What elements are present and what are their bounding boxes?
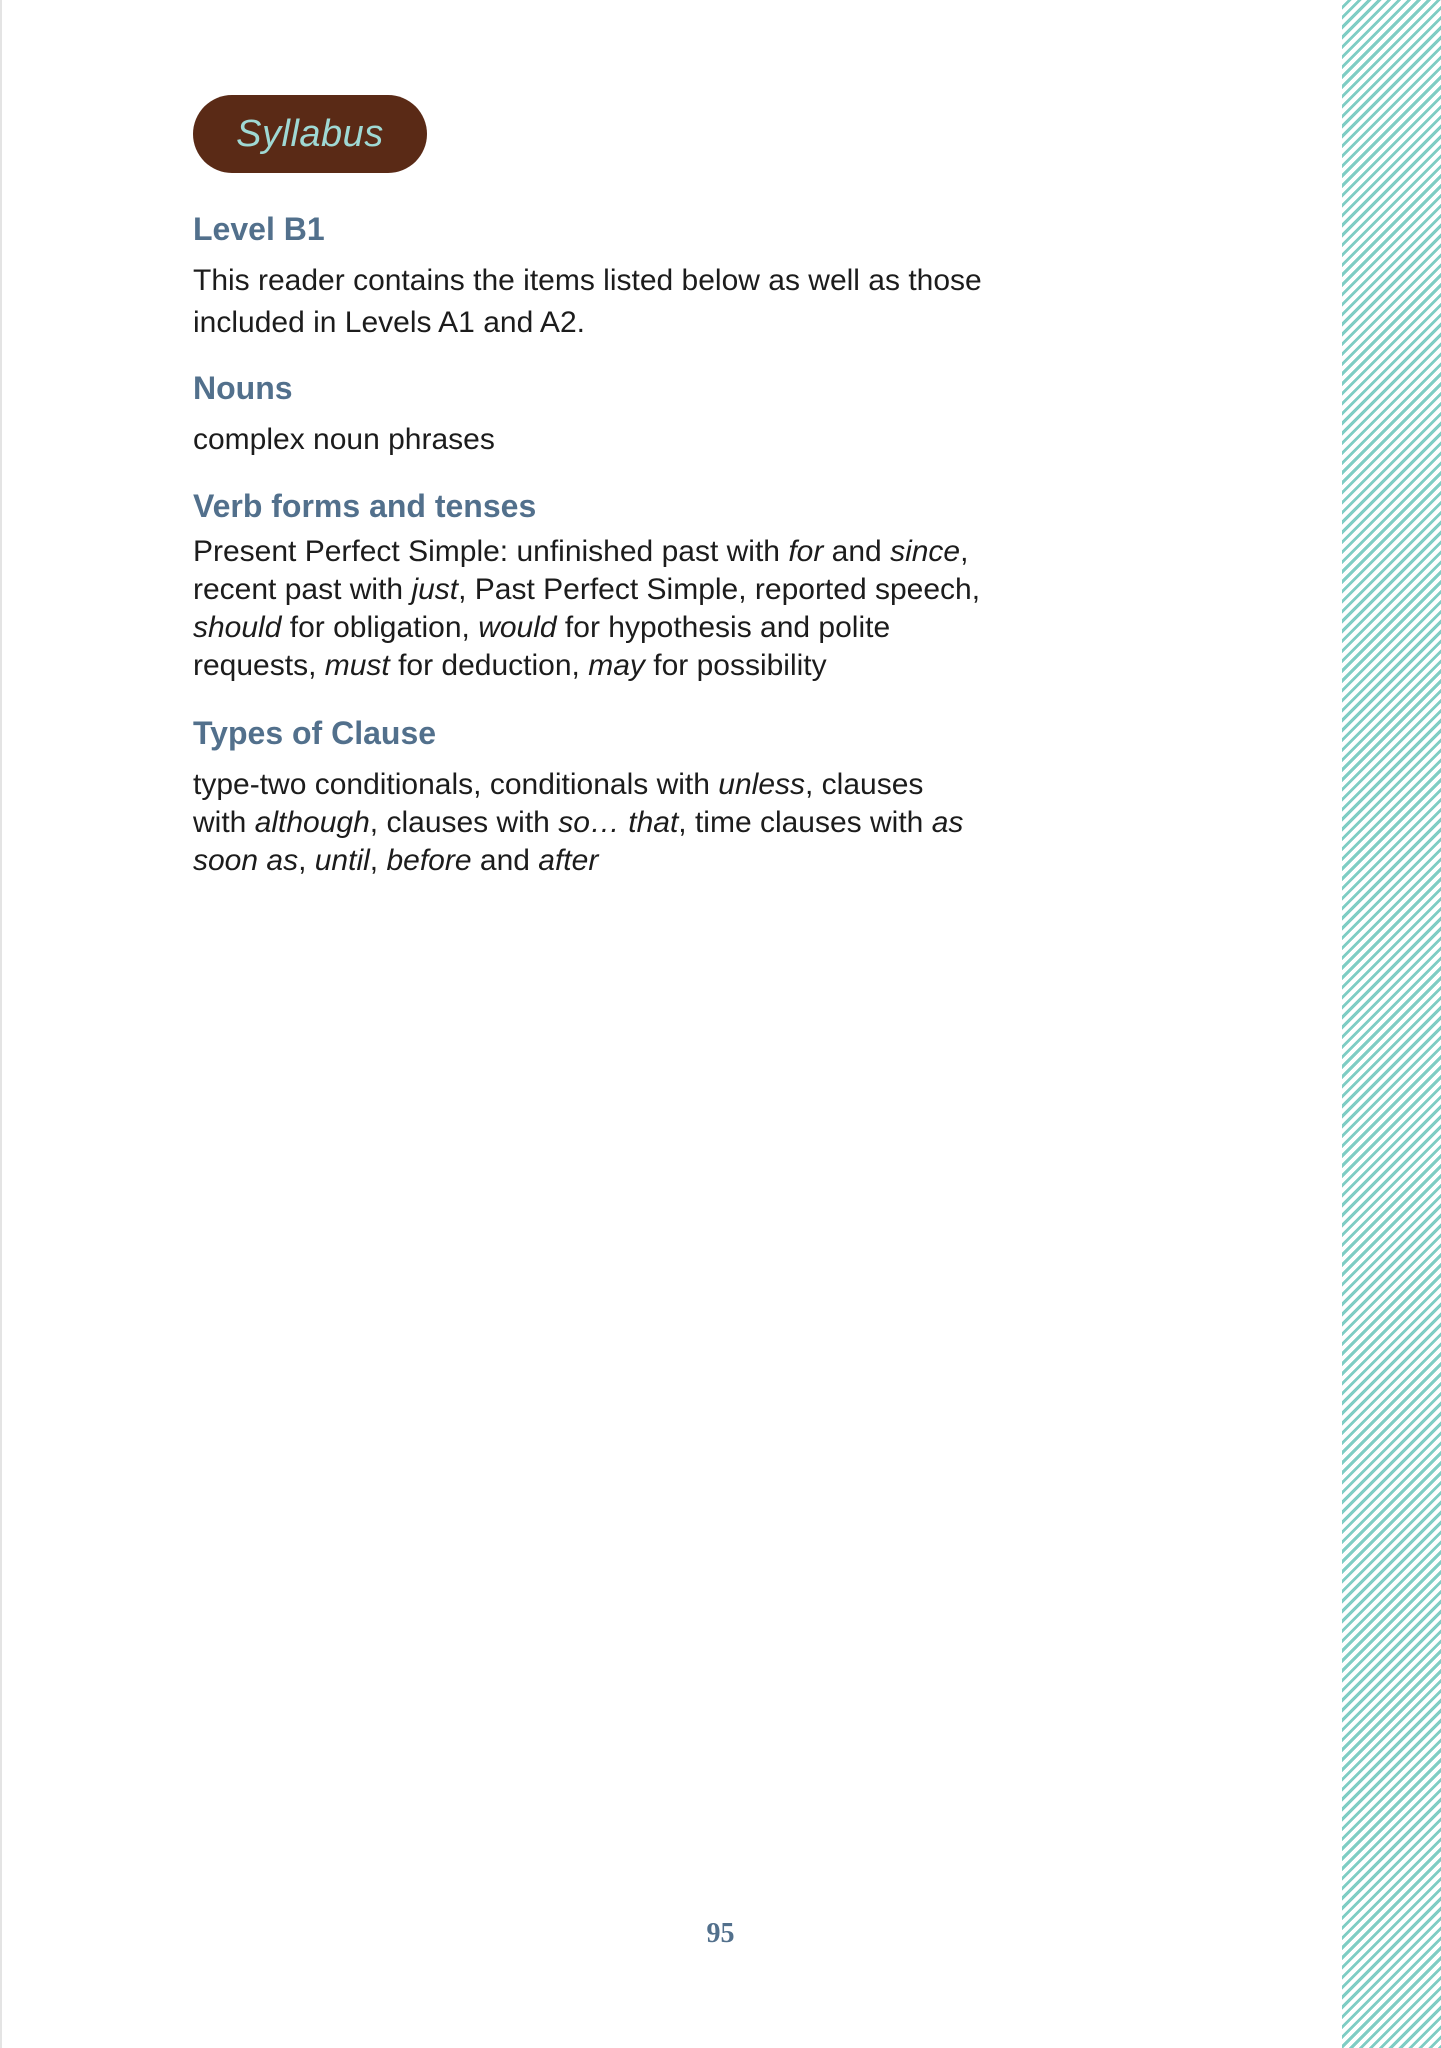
body-line — [193, 804, 973, 842]
italic-term: although — [254, 806, 370, 839]
syllabus-title-pill — [193, 95, 427, 173]
italic-term: must — [324, 649, 390, 682]
italic-term: should — [193, 611, 282, 644]
section-body-level — [193, 260, 982, 344]
text-run: for deduction, — [389, 649, 589, 682]
body-line — [193, 766, 973, 804]
text-run: Present Perfect Simple: unfinished past with — [193, 535, 789, 568]
italic-term: until — [314, 844, 370, 877]
page-number: 95 — [706, 1918, 735, 1949]
section-body-types-of-clause — [193, 766, 973, 880]
text-run: complex noun phrases — [193, 423, 495, 456]
italic-term: after — [538, 844, 599, 877]
body-line — [193, 419, 973, 461]
body-line — [193, 647, 973, 685]
section-heading-level: Level B1 — [193, 211, 325, 247]
body-line — [193, 571, 981, 609]
text-run: for hypothesis and polite — [556, 611, 891, 644]
body-line — [193, 302, 973, 344]
italic-term: soon as — [193, 844, 299, 877]
italic-term: so… that — [558, 806, 679, 839]
italic-term: may — [588, 649, 645, 682]
text-run: , clauses — [805, 768, 924, 801]
italic-term: unless — [718, 768, 805, 801]
text-run: for possibility — [644, 649, 827, 682]
text-run: and — [471, 844, 539, 877]
text-run: , — [369, 844, 387, 877]
section-heading-types-of-clause: Types of Clause — [193, 715, 437, 751]
text-run: type-two conditionals, conditionals with — [193, 768, 719, 801]
text-run: with — [193, 806, 255, 839]
body-line — [193, 533, 973, 571]
text-run: , — [960, 535, 969, 568]
text-run: and — [823, 535, 891, 568]
text-run: , — [298, 844, 315, 877]
italic-term: for — [788, 535, 824, 568]
section-heading-nouns: Nouns — [193, 370, 293, 406]
text-run: This reader contains the items listed below as well as those — [193, 264, 982, 297]
italic-term: just — [411, 573, 459, 606]
section-heading-verb-forms: Verb forms and tenses — [193, 488, 537, 524]
body-line — [193, 609, 973, 647]
italic-term: before — [386, 844, 472, 877]
text-run: , time clauses with — [678, 806, 932, 839]
italic-term: since — [890, 535, 961, 568]
page-edge — [0, 0, 2, 2048]
decorative-stripe-band — [1342, 0, 1441, 2048]
text-run: , clauses with — [369, 806, 559, 839]
body-line — [193, 842, 973, 880]
italic-term: as — [931, 806, 964, 839]
text-run: recent past with — [193, 573, 412, 606]
section-body-verb-forms — [193, 533, 981, 685]
text-run: included in Levels A1 and A2. — [193, 306, 585, 339]
text-run: , Past Perfect Simple, reported speech, — [458, 573, 981, 606]
text-run: requests, — [193, 649, 325, 682]
text-run: for obligation, — [281, 611, 479, 644]
section-body-nouns — [193, 419, 973, 461]
page-title: Syllabus — [236, 112, 384, 155]
italic-term: would — [478, 611, 557, 644]
body-line — [193, 260, 982, 302]
